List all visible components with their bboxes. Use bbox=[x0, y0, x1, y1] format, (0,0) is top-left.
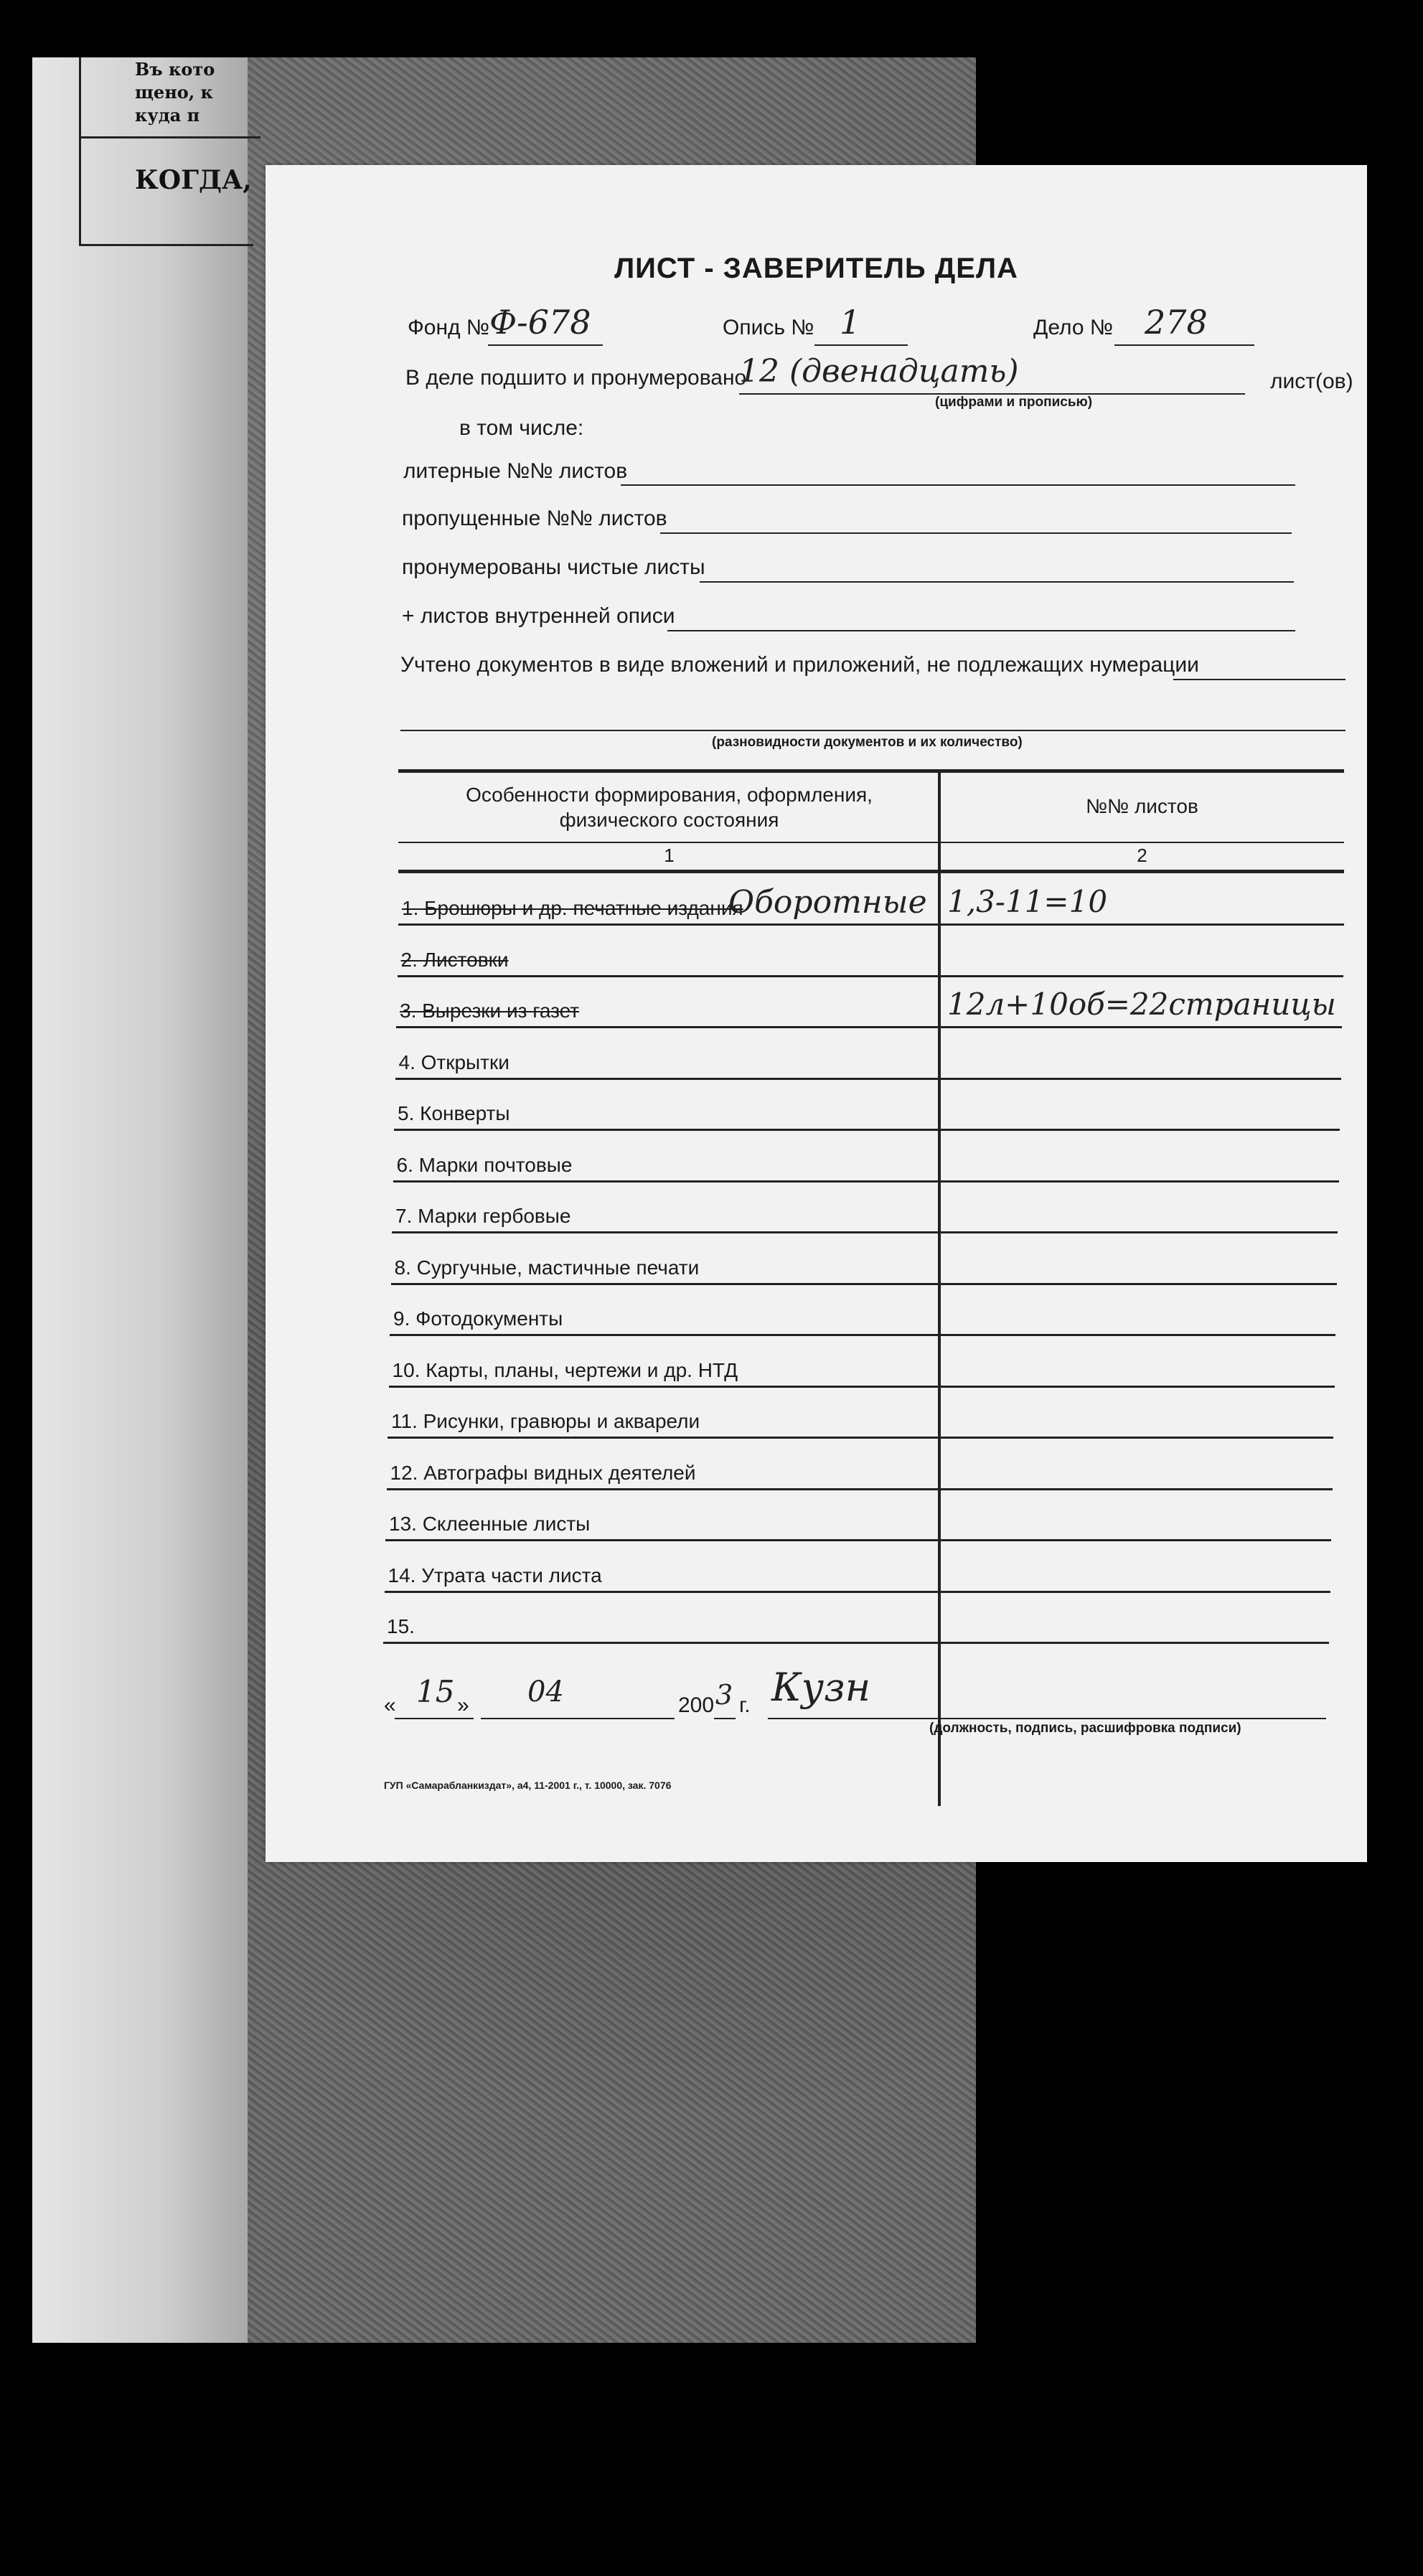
podshito-unit: лист(ов) bbox=[1270, 370, 1353, 393]
table-numbers-divider bbox=[398, 870, 1344, 873]
fond-underline bbox=[488, 344, 603, 346]
literal-label: литерные №№ листов bbox=[403, 459, 628, 483]
blank-label: пронумерованы чистые листы bbox=[402, 555, 705, 579]
fond-label: Фонд № bbox=[408, 316, 490, 339]
literal-underline bbox=[621, 484, 1295, 486]
row-15-rule bbox=[383, 1642, 1329, 1644]
row-3-rule bbox=[396, 1026, 1342, 1028]
v-tom-chisle: в том числе: bbox=[459, 416, 584, 440]
row-14-rule bbox=[385, 1591, 1330, 1593]
row-2-rule bbox=[398, 975, 1343, 977]
signature-hint: (должность, подпись, расшифровка подписи) bbox=[929, 1721, 1241, 1736]
row-5-label: 5. Конверты bbox=[398, 1102, 510, 1124]
col1-header-line1: Особенности формирования, оформления, bbox=[466, 784, 873, 806]
podshito-hint: (цифрами и прописью) bbox=[935, 395, 1093, 410]
podshito-label: В деле подшито и пронумеровано bbox=[405, 366, 747, 390]
row-13-rule bbox=[385, 1539, 1331, 1541]
old-header-word: КОГДА, bbox=[135, 165, 252, 195]
date-month-underline bbox=[481, 1718, 675, 1719]
row-1-value: 1,3-11=10 bbox=[947, 884, 1108, 919]
row-9-rule bbox=[390, 1334, 1335, 1336]
old-header-line-2: щено, к bbox=[135, 82, 213, 103]
col2-number: 2 bbox=[1137, 845, 1147, 866]
old-header-line-1: Въ кото bbox=[135, 59, 215, 80]
row-1-rule bbox=[398, 923, 1344, 926]
date-month: 04 bbox=[527, 1675, 564, 1708]
row-11-label: 11. Рисунки, гравюры и акварели bbox=[391, 1410, 700, 1432]
col1-number: 1 bbox=[664, 845, 675, 866]
opis-value: 1 bbox=[840, 303, 861, 342]
row-14-label: 14. Утрата части листа bbox=[388, 1564, 602, 1587]
fond-value: Ф-678 bbox=[489, 303, 591, 342]
delo-label: Дело № bbox=[1033, 316, 1114, 339]
inner-label: + листов внутренней описи bbox=[402, 604, 675, 628]
row-15-label: 15. bbox=[387, 1615, 415, 1637]
date-year-prefix: 200 bbox=[678, 1693, 715, 1717]
delo-value: 278 bbox=[1145, 303, 1208, 342]
row-9-label: 9. Фотодокументы bbox=[393, 1307, 563, 1330]
opis-underline bbox=[814, 344, 908, 346]
row-8-label: 8. Сургучные, мастичные печати bbox=[394, 1256, 700, 1279]
missing-label: пропущенные №№ листов bbox=[402, 507, 667, 530]
row-6-rule bbox=[393, 1180, 1339, 1183]
delo-underline bbox=[1114, 344, 1254, 346]
blank-underline bbox=[700, 581, 1294, 583]
form-title: ЛИСТ - ЗАВЕРИТЕЛЬ ДЕЛА bbox=[614, 253, 1018, 284]
printer-imprint: ГУП «Самарабланкиздат», а4, 11-2001 г., т. 10000, зак. 7076 bbox=[384, 1780, 672, 1791]
table-header-divider bbox=[398, 842, 1344, 843]
row-1-note: Оборотные bbox=[728, 884, 927, 921]
row-8-rule bbox=[391, 1283, 1337, 1285]
docs-label: Учтено документов в виде вложений и приложений, не подлежащих нумерации bbox=[400, 653, 1199, 677]
row-12-label: 12. Автографы видных деятелей bbox=[390, 1462, 696, 1484]
inner-underline bbox=[667, 630, 1295, 631]
old-page-header bbox=[79, 57, 253, 246]
date-year-suffix: г. bbox=[739, 1693, 751, 1717]
row-7-label: 7. Марки гербовые bbox=[395, 1205, 571, 1227]
old-header-divider bbox=[81, 136, 260, 138]
row-13-label: 13. Склеенные листы bbox=[389, 1513, 591, 1535]
old-page-edge bbox=[32, 57, 248, 2343]
row-3-label: 3. Вырезки из газет bbox=[400, 1000, 580, 1022]
row-7-rule bbox=[392, 1231, 1338, 1233]
row-5-rule bbox=[394, 1129, 1340, 1131]
signature-underline bbox=[768, 1718, 1326, 1719]
missing-underline bbox=[660, 532, 1292, 534]
date-close-quote: » bbox=[457, 1693, 469, 1717]
podshito-value: 12 (двенадцать) bbox=[739, 353, 1019, 390]
signature: Кузн bbox=[771, 1665, 871, 1710]
row-1-label: 1. Брошюры и др. печатные издания bbox=[402, 897, 743, 919]
date-open-quote: « bbox=[384, 1693, 396, 1717]
docs-hint: (разновидности документов и их количество) bbox=[712, 735, 1023, 750]
date-day: 15 bbox=[416, 1674, 455, 1709]
row-10-rule bbox=[389, 1386, 1335, 1388]
date-year-underline bbox=[714, 1718, 736, 1719]
date-day-underline bbox=[395, 1718, 474, 1719]
col1-header-line2: физического состояния bbox=[559, 809, 779, 831]
opis-label: Опись № bbox=[723, 316, 814, 339]
certification-sheet bbox=[266, 165, 1367, 1862]
row-11-rule bbox=[388, 1437, 1333, 1439]
date-year-digit: 3 bbox=[715, 1679, 733, 1711]
row-6-label: 6. Марки почтовые bbox=[396, 1154, 573, 1176]
row-2-label: 2. Листовки bbox=[400, 949, 509, 971]
row-3-value: 12л+10об=22страницы bbox=[947, 987, 1336, 1022]
old-header-line-3: куда п bbox=[135, 105, 200, 126]
docs-underline-2 bbox=[400, 730, 1345, 731]
docs-underline-1 bbox=[1173, 679, 1345, 680]
row-12-rule bbox=[387, 1488, 1333, 1490]
row-10-label: 10. Карты, планы, чертежи и др. НТД bbox=[392, 1359, 738, 1381]
row-4-rule bbox=[395, 1078, 1341, 1080]
col2-header: №№ листов bbox=[1086, 795, 1198, 817]
row-4-label: 4. Открытки bbox=[398, 1051, 509, 1073]
table-top-border bbox=[398, 769, 1344, 773]
